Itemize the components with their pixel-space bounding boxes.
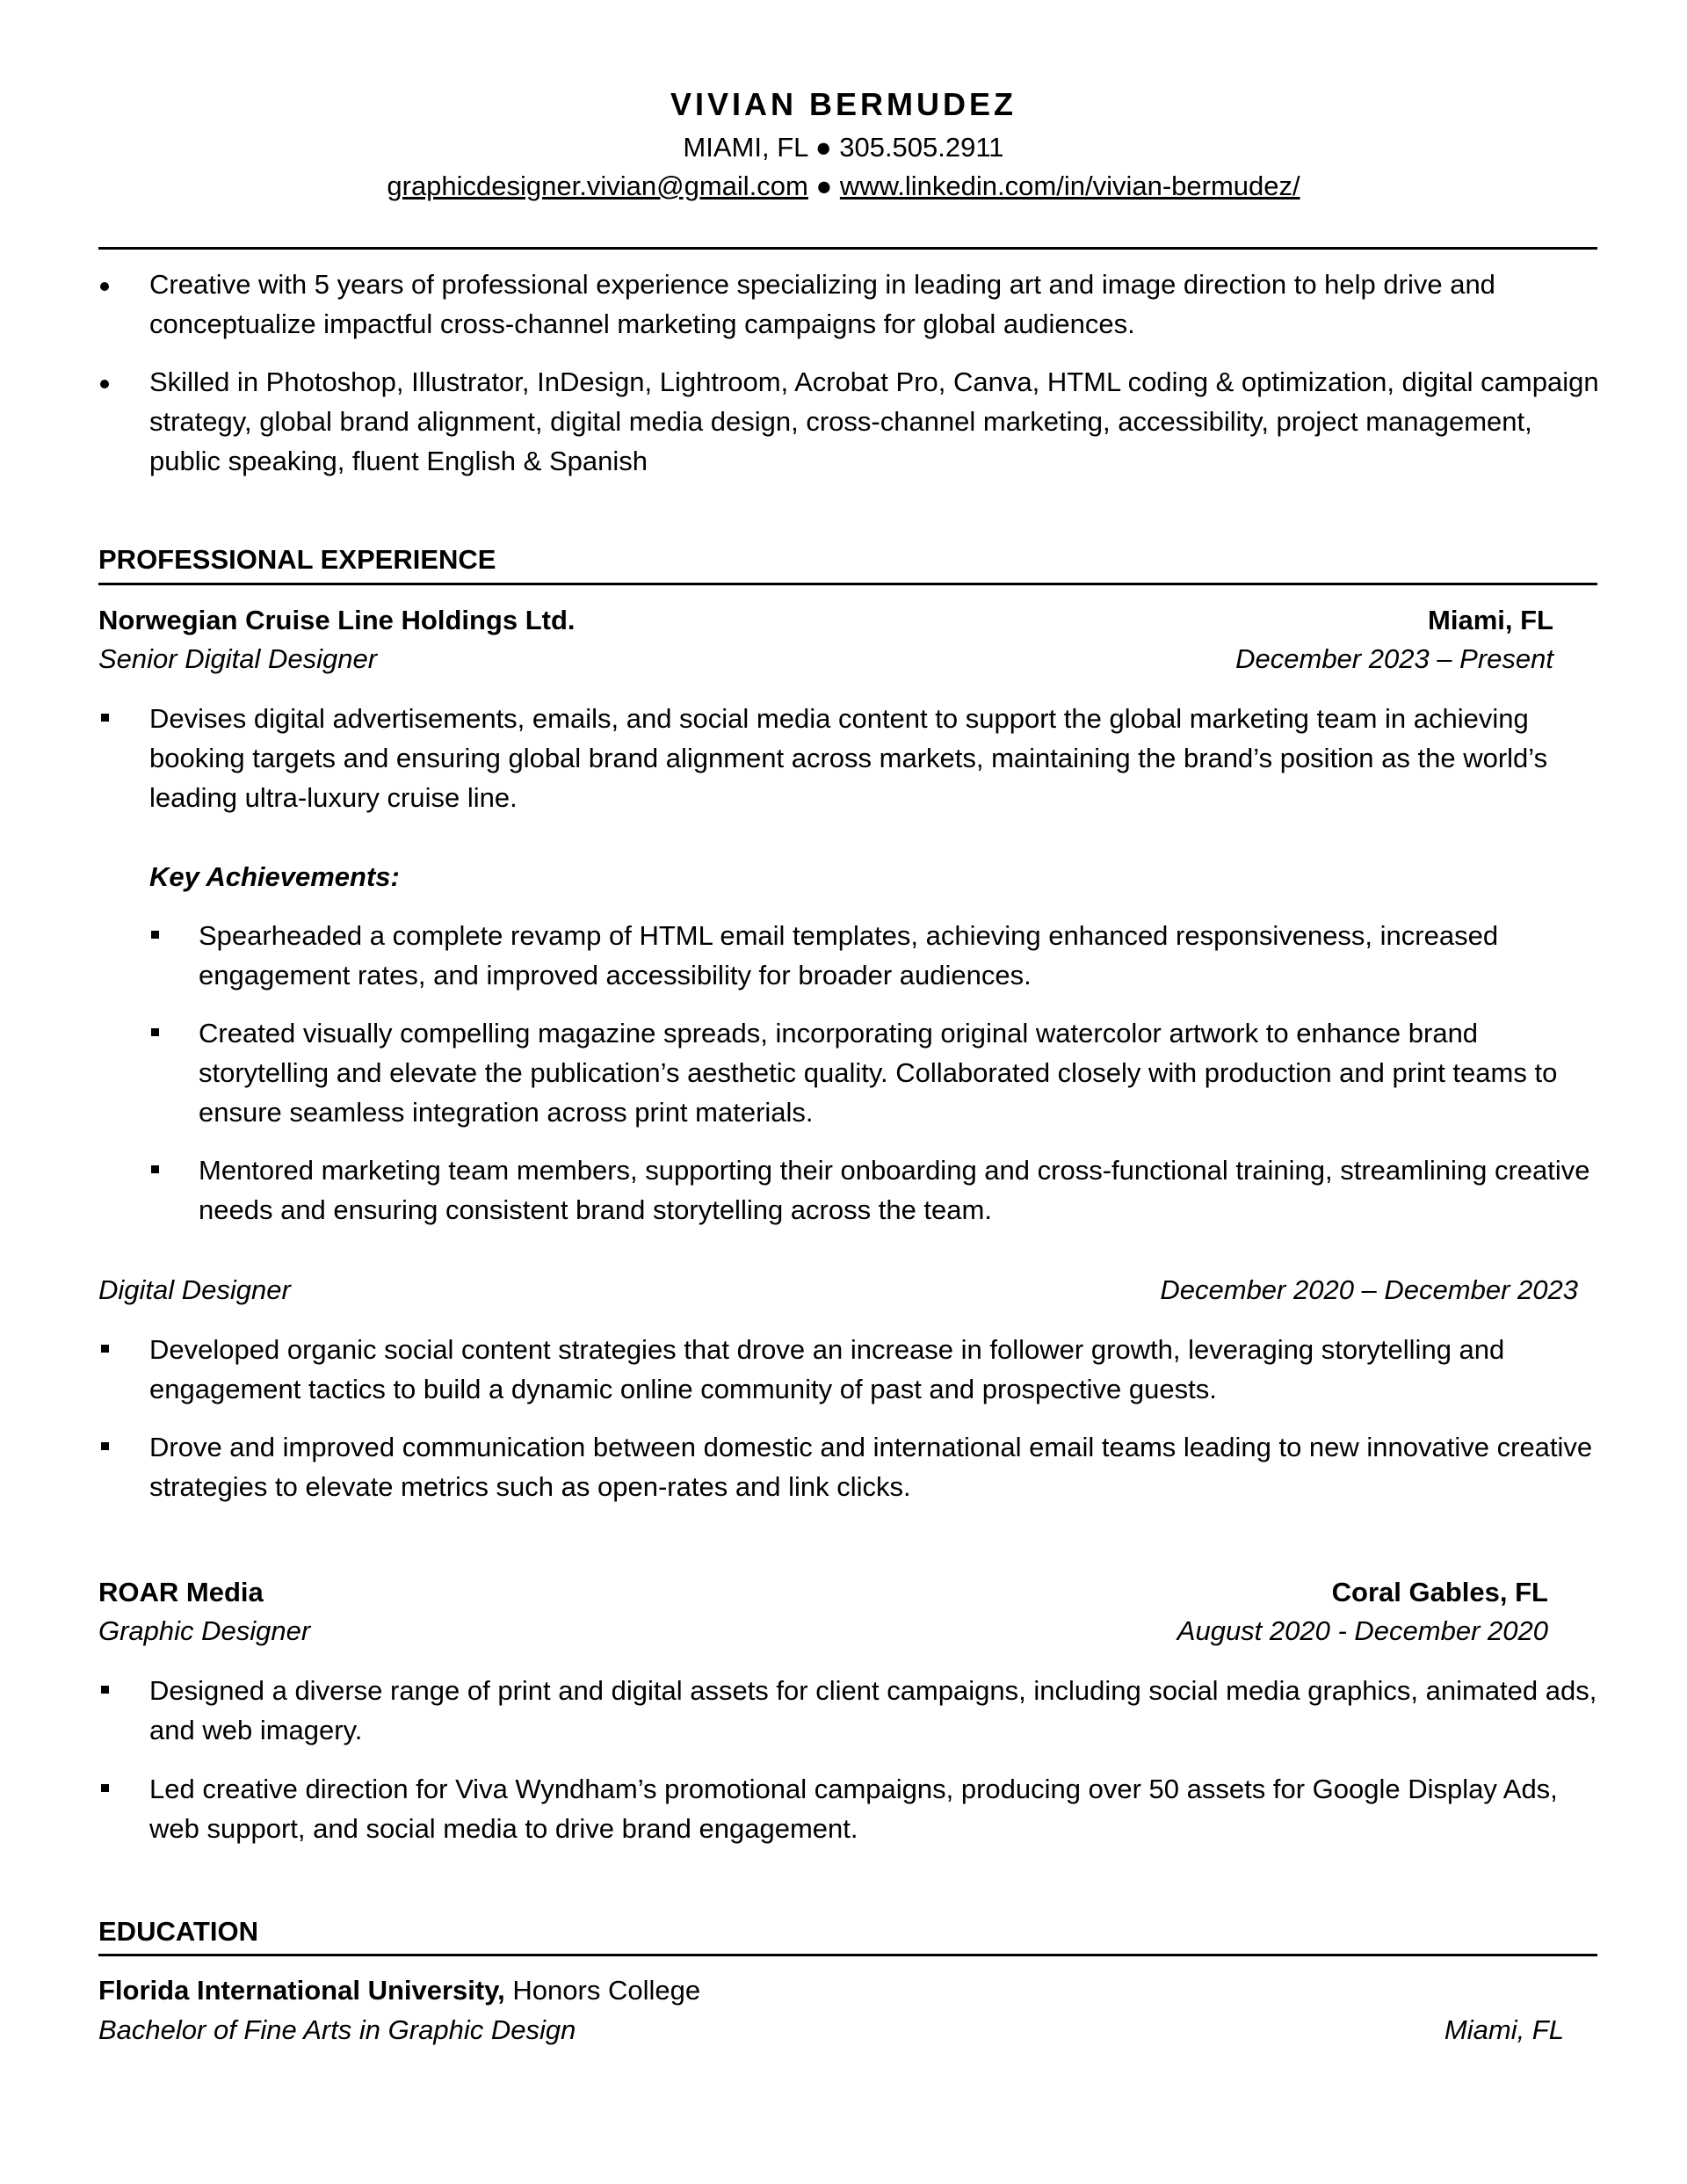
location-text: MIAMI, FL — [683, 132, 808, 163]
role-bullet: Devises digital advertisements, emails, and social media content to support the global marketing team in achieving booking targets and ensuring global brand alignment across markets, maintaining the brand’s position as the world’s leading ultra-luxury cruise line. — [149, 703, 1548, 813]
company-name: Norwegian Cruise Line Holdings Ltd. — [98, 605, 576, 635]
role-dates: December 2023 – Present — [1235, 643, 1553, 674]
education-divider — [98, 1954, 1597, 1956]
candidate-name: VIVIAN BERMUDEZ — [670, 86, 1017, 122]
role-bullet: Designed a diverse range of print and digital assets for client campaigns, including social media graphics, animated ads, and web imagery. — [149, 1675, 1597, 1745]
summary-item: Creative with 5 years of professional experience specializing in leading art and image direction to help drive and conceptualize impactful cross-channel marketing campaigns for global audiences. — [149, 269, 1495, 339]
company-name: ROAR Media — [98, 1577, 264, 1607]
key-achievements-label: Key Achievements: — [149, 861, 400, 892]
education-location: Miami, FL — [1444, 2014, 1564, 2045]
role-bullet: Drove and improved communication between domestic and international email teams leading to new innovative creative strategies to elevate metrics such as open-rates and link clicks. — [149, 1432, 1593, 1502]
role-bullet: Developed organic social content strategies that drove an increase in follower growth, leveraging storytelling and engagement tactics to build a dynamic online community of past and prospective guests. — [149, 1334, 1505, 1404]
bullet-square-icon — [101, 1442, 109, 1450]
role-dates: December 2020 – December 2023 — [1160, 1274, 1578, 1305]
role-bullet: Led creative direction for Viva Wyndham’s promotional campaigns, producing over 50 assets for Google Display Ads, web support, and social media to drive brand engagement. — [149, 1774, 1558, 1844]
role-title: Senior Digital Designer — [98, 643, 378, 674]
contact-line-links — [0, 171, 1687, 202]
bullet-dot-icon — [100, 380, 109, 388]
summary-item: Skilled in Photoshop, Illustrator, InDesign, Lightroom, Acrobat Pro, Canva, HTML coding & optimization, digital campaign strategy, global brand alignment, digital media design, cross-channel marketing, accessibility, project management, public speaking, fluent English & Spanish — [149, 366, 1599, 476]
bullet-square-icon — [151, 931, 159, 939]
bullet-square-icon — [101, 1686, 109, 1694]
separator-dot: ● — [815, 132, 832, 163]
bullet-square-icon — [101, 1784, 109, 1792]
bullet-square-icon — [101, 714, 109, 722]
section-heading-education: EDUCATION — [98, 1916, 258, 1947]
bullet-dot-icon — [100, 282, 109, 291]
header-divider — [98, 247, 1597, 250]
role-title: Graphic Designer — [98, 1615, 311, 1646]
bullet-square-icon — [101, 1345, 109, 1353]
phone-text: 305.505.2911 — [839, 132, 1004, 163]
linkedin-link[interactable]: www.linkedin.com/in/vivian-bermudez/ — [839, 171, 1300, 201]
achievement-item: Spearheaded a complete revamp of HTML email templates, achieving enhanced responsiveness, increased engagement rates, and improved accessibility for broader audiences. — [199, 920, 1499, 990]
role-title: Digital Designer — [98, 1274, 291, 1305]
college-name: Honors College — [504, 1975, 701, 2006]
bullet-square-icon — [151, 1028, 159, 1036]
company-location: Coral Gables, FL — [1331, 1577, 1548, 1607]
section-heading-experience: PROFESSIONAL EXPERIENCE — [98, 544, 496, 575]
company-location: Miami, FL — [1428, 605, 1553, 635]
role-dates: August 2020 - December 2020 — [1177, 1615, 1548, 1646]
email-link[interactable]: graphicdesigner.vivian@gmail.com — [387, 171, 808, 201]
experience-divider — [98, 583, 1597, 585]
bullet-square-icon — [151, 1165, 159, 1173]
achievement-item: Mentored marketing team members, supporting their onboarding and cross-functional training, streamlining creative needs and ensuring consistent brand storytelling across the team. — [199, 1155, 1590, 1225]
contact-line-location — [0, 132, 1687, 163]
degree-title: Bachelor of Fine Arts in Graphic Design — [98, 2014, 576, 2045]
school-name: Florida International University, — [98, 1975, 505, 2006]
achievement-item: Created visually compelling magazine spreads, incorporating original watercolor artwork to enhance brand storytelling and elevate the publication’s aesthetic quality. Collaborated closely with production and print teams to ensure seamless integration across print materials. — [199, 1018, 1558, 1128]
school-line — [98, 1975, 700, 2006]
separator-dot: ● — [815, 171, 833, 201]
